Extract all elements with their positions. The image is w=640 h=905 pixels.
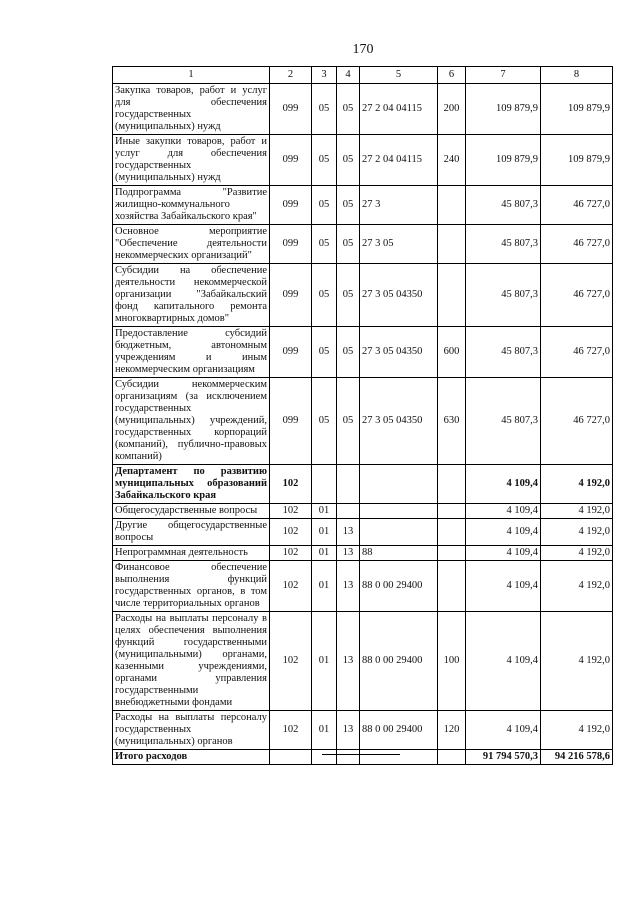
- row-year2: 4 192,0: [541, 561, 613, 612]
- row-pr: [337, 504, 360, 519]
- row-gr: 099: [270, 378, 312, 465]
- row-gr: 102: [270, 519, 312, 546]
- table-row: [113, 264, 613, 327]
- row-vr: 100: [438, 612, 466, 711]
- row-year2: 46 727,0: [541, 186, 613, 225]
- row-pr: [337, 750, 360, 765]
- row-vr: [438, 225, 466, 264]
- row-csr: 27 3: [360, 186, 438, 225]
- row-gr: 102: [270, 465, 312, 504]
- row-year1: 4 109,4: [466, 504, 541, 519]
- row-name: Предоставление субсидий бюджетным, автономным учреждениям и иным некоммерческим организациям: [113, 327, 270, 378]
- row-year1: 45 807,3: [466, 264, 541, 327]
- row-csr: [360, 504, 438, 519]
- row-csr: 27 3 05 04350: [360, 327, 438, 378]
- row-rz: 05: [312, 135, 337, 186]
- row-name: Подпрограмма "Развитие жилищно-коммунального хозяйства Забайкальского края": [113, 186, 270, 225]
- row-year1: 4 109,4: [466, 465, 541, 504]
- row-vr: [438, 519, 466, 546]
- col-header-name: 1: [113, 67, 270, 84]
- row-year2: 4 192,0: [541, 546, 613, 561]
- row-gr: 102: [270, 546, 312, 561]
- row-gr: 102: [270, 561, 312, 612]
- row-year2: 46 727,0: [541, 264, 613, 327]
- row-vr: [438, 465, 466, 504]
- table-row: [113, 378, 613, 465]
- page-number: 170: [352, 42, 374, 57]
- row-year1: 4 109,4: [466, 612, 541, 711]
- table-row: [113, 225, 613, 264]
- row-year1: 4 109,4: [466, 711, 541, 750]
- row-name: Другие общегосударственные вопросы: [113, 519, 270, 546]
- row-name: Основное мероприятие "Обеспечение деятельности некоммерческих организаций": [113, 225, 270, 264]
- row-rz: 01: [312, 519, 337, 546]
- col-header-gr: 2: [270, 67, 312, 84]
- table-row: [113, 711, 613, 750]
- col-header-year2: 8: [541, 67, 613, 84]
- row-csr: 88 0 00 29400: [360, 711, 438, 750]
- row-pr: 13: [337, 612, 360, 711]
- row-gr: 102: [270, 612, 312, 711]
- row-rz: 01: [312, 546, 337, 561]
- row-vr: 630: [438, 378, 466, 465]
- row-csr: [360, 465, 438, 504]
- row-vr: [438, 504, 466, 519]
- row-vr: [438, 264, 466, 327]
- row-gr: 099: [270, 264, 312, 327]
- row-name: Департамент по развитию муниципальных образований Забайкальского края: [113, 465, 270, 504]
- row-pr: 13: [337, 711, 360, 750]
- row-year2: 4 192,0: [541, 504, 613, 519]
- row-year1: 109 879,9: [466, 84, 541, 135]
- row-rz: [312, 750, 337, 765]
- col-header-vr: 6: [438, 67, 466, 84]
- row-rz: [312, 465, 337, 504]
- row-year1: 4 109,4: [466, 561, 541, 612]
- row-csr: [360, 750, 438, 765]
- row-rz: 05: [312, 84, 337, 135]
- row-name: Итого расходов: [113, 750, 270, 765]
- row-vr: [438, 750, 466, 765]
- row-year1: 45 807,3: [466, 186, 541, 225]
- col-header-pr: 4: [337, 67, 360, 84]
- row-gr: 099: [270, 327, 312, 378]
- row-pr: 13: [337, 561, 360, 612]
- table-row: [113, 519, 613, 546]
- row-name: Закупка товаров, работ и услуг для обеспечения государственных (муниципальных) нужд: [113, 84, 270, 135]
- row-rz: 01: [312, 561, 337, 612]
- row-csr: 88 0 00 29400: [360, 612, 438, 711]
- row-year1: 45 807,3: [466, 225, 541, 264]
- row-rz: 05: [312, 378, 337, 465]
- row-pr: 13: [337, 546, 360, 561]
- row-gr: 102: [270, 711, 312, 750]
- row-year2: 46 727,0: [541, 378, 613, 465]
- row-rz: 01: [312, 612, 337, 711]
- row-gr: 099: [270, 186, 312, 225]
- row-gr: 102: [270, 504, 312, 519]
- row-vr: 240: [438, 135, 466, 186]
- table-row: [113, 465, 613, 504]
- row-csr: [360, 519, 438, 546]
- row-year1: 4 109,4: [466, 519, 541, 546]
- row-year1: 4 109,4: [466, 546, 541, 561]
- row-year1: 109 879,9: [466, 135, 541, 186]
- row-csr: 88: [360, 546, 438, 561]
- table-body: [113, 84, 613, 765]
- row-year2: 4 192,0: [541, 711, 613, 750]
- row-name: Субсидии на обеспечение деятельности некоммерческой организации "Забайкальский фонд капитального ремонта многоквартирных домов": [113, 264, 270, 327]
- col-header-year1: 7: [466, 67, 541, 84]
- budget-table: [112, 66, 613, 765]
- row-rz: 05: [312, 264, 337, 327]
- table-row: [113, 612, 613, 711]
- table-row: [113, 504, 613, 519]
- row-year2: 109 879,9: [541, 135, 613, 186]
- row-gr: 099: [270, 225, 312, 264]
- row-pr: 05: [337, 84, 360, 135]
- row-vr: 120: [438, 711, 466, 750]
- row-gr: 099: [270, 135, 312, 186]
- row-rz: 01: [312, 711, 337, 750]
- row-year2: 94 216 578,6: [541, 750, 613, 765]
- row-year1: 45 807,3: [466, 378, 541, 465]
- row-year1: 91 794 570,3: [466, 750, 541, 765]
- row-rz: 01: [312, 504, 337, 519]
- table-row: [113, 561, 613, 612]
- row-year2: 4 192,0: [541, 612, 613, 711]
- table-row: [113, 135, 613, 186]
- row-year2: 4 192,0: [541, 465, 613, 504]
- row-pr: 05: [337, 264, 360, 327]
- table-header-row: [113, 67, 613, 84]
- row-vr: [438, 561, 466, 612]
- table-row: [113, 186, 613, 225]
- row-csr: 27 2 04 04115: [360, 84, 438, 135]
- row-gr: [270, 750, 312, 765]
- row-csr: 88 0 00 29400: [360, 561, 438, 612]
- end-divider-line: [322, 754, 400, 755]
- row-name: Расходы на выплаты персоналу в целях обеспечения выполнения функций государственными (муниципальными) органами, казенными учреждениями, органами управления государственными внебюджетными фондами: [113, 612, 270, 711]
- col-header-csr: 5: [360, 67, 438, 84]
- row-pr: 05: [337, 135, 360, 186]
- table-row: [113, 546, 613, 561]
- row-name: Иные закупки товаров, работ и услуг для обеспечения государственных (муниципальных) нужд: [113, 135, 270, 186]
- row-pr: 05: [337, 378, 360, 465]
- row-csr: 27 3 05: [360, 225, 438, 264]
- row-vr: 200: [438, 84, 466, 135]
- col-header-rz: 3: [312, 67, 337, 84]
- row-csr: 27 2 04 04115: [360, 135, 438, 186]
- row-csr: 27 3 05 04350: [360, 264, 438, 327]
- row-name: Субсидии некоммерческим организациям (за исключением государственных (муниципальных) учреждений, государственных корпораций (компаний), публично-правовых компаний): [113, 378, 270, 465]
- row-pr: 05: [337, 186, 360, 225]
- row-year2: 46 727,0: [541, 327, 613, 378]
- table-row: [113, 327, 613, 378]
- row-csr: 27 3 05 04350: [360, 378, 438, 465]
- row-year2: 109 879,9: [541, 84, 613, 135]
- row-name: Общегосударственные вопросы: [113, 504, 270, 519]
- row-vr: 600: [438, 327, 466, 378]
- row-vr: [438, 546, 466, 561]
- row-rz: 05: [312, 327, 337, 378]
- row-pr: 05: [337, 327, 360, 378]
- row-name: Непрограммная деятельность: [113, 546, 270, 561]
- row-pr: 05: [337, 225, 360, 264]
- row-vr: [438, 186, 466, 225]
- table-row-total: [113, 750, 613, 765]
- row-year1: 45 807,3: [466, 327, 541, 378]
- row-rz: 05: [312, 225, 337, 264]
- row-name: Финансовое обеспечение выполнения функций государственных органов, в том числе территориальных органов: [113, 561, 270, 612]
- row-name: Расходы на выплаты персоналу государственных (муниципальных) органов: [113, 711, 270, 750]
- row-year2: 46 727,0: [541, 225, 613, 264]
- row-rz: 05: [312, 186, 337, 225]
- table-row: [113, 84, 613, 135]
- row-gr: 099: [270, 84, 312, 135]
- row-pr: 13: [337, 519, 360, 546]
- row-pr: [337, 465, 360, 504]
- row-year2: 4 192,0: [541, 519, 613, 546]
